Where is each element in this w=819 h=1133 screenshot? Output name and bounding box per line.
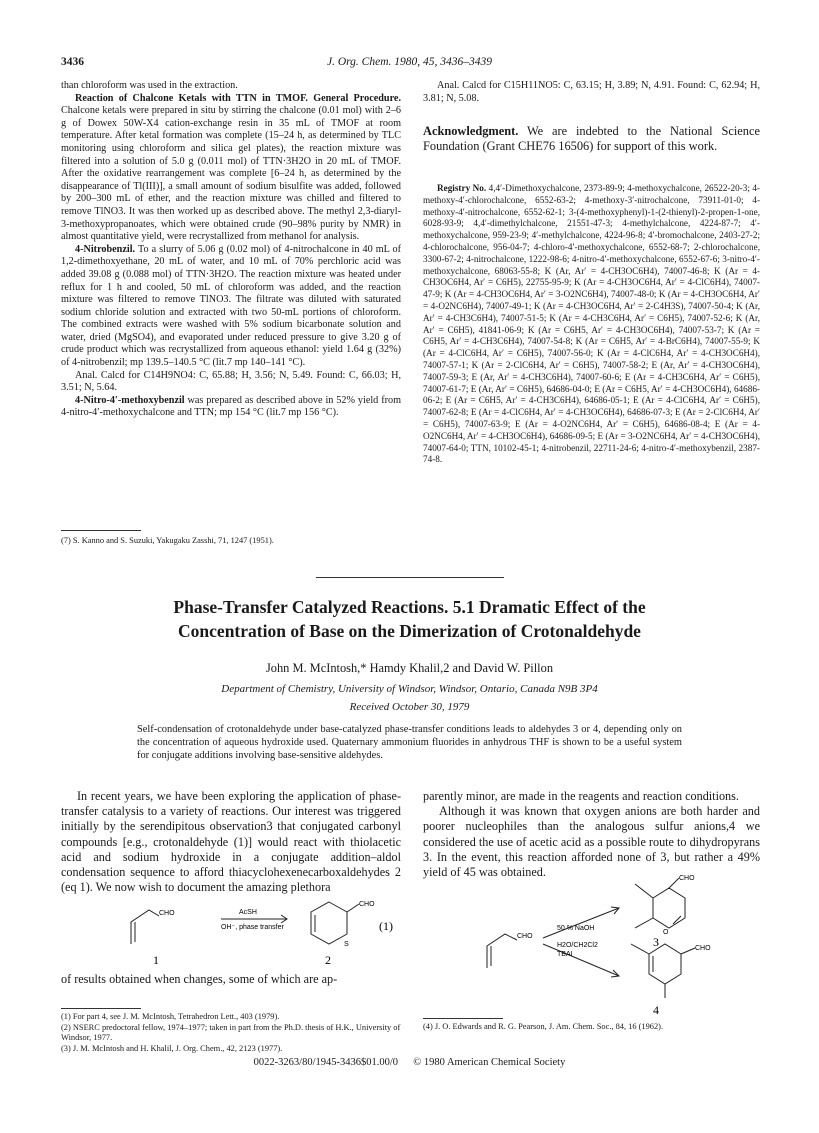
compound-label-1: 1: [153, 953, 159, 967]
oxygen-atom-label: O: [663, 929, 669, 936]
paragraph: Reaction of Chalcone Ketals with TTN in TMOF. General Procedure. Chalcone ketals were prepared in situ by stirring the chalcone (0.01 mol) with 2–6 g of Dowex 50W-X4 cation-exchange resin in 35 mL of TMOF at room temperature. After ketal formation was complete (15–24 h, as determined by TLC monitoring using chloroform and silica gel plates), the reaction mixture was filtered into a solution of 5.0 g (0.011 mol) of TTN·3H2O in 20 mL of TMOF. After the oxidative rearrangement was complete [6–24 h, as determined by the disappearance of Tl(III)], a small amount of sodium bisulfite was added, followed by 200–300 mL of ether, and the reaction mixture was chilled and filtered to remove TlNO3. It was then worked up as described above. The methyl 2,3-diaryl-3-methoxypropanoates, which were obtained crude (90–98% purity by NMR) in almost quantitative yield, were recrystallized from methanol for analysis.: [61, 92, 401, 243]
sulfur-atom-label: S: [344, 941, 349, 948]
footnote: (3) J. M. McIntosh and H. Khalil, J. Org. Chem., 42, 2123 (1977).: [61, 1043, 283, 1053]
footnote-right: (4) J. O. Edwards and R. G. Pearson, J. Am. Chem. Soc., 84, 16 (1962).: [423, 1022, 664, 1031]
cho-label: CHO: [159, 910, 175, 917]
page-footer: [0, 1057, 819, 1068]
page-number: 3436: [61, 56, 84, 68]
paragraph: Although it was known that oxygen anions are both harder and poorer nucleophiles than the analogous sulfur anions,4 we considered the use of acetic acid as a possible route to dihydropyrans 3. In the event, this reaction afforded none of 3, but rather a 49% yield of 45 was obtained.: [423, 804, 760, 880]
reaction-arrow-upper: [543, 908, 619, 938]
paragraph: 4-Nitrobenzil. To a slurry of 5.06 g (0.02 mol) of 4-nitrochalcone in 40 mL of 1,2-dimethoxyethane, 20 mL of water, and 10 mL of 70% perchloric acid was added 39.08 g (0.088 mol) of TTN·3H2O. The reaction mixture was heated under reflux for 1 h and cooled, 50 mL of chloroform was added, and the reaction mixture was filtered to remove TlNO3. The filtrate was diluted with saturated sodium chloride solution and extracted with two 50-mL portions of chloroform. The combined extracts were washed with 5% sodium bicarbonate solution and water, dried (MgSO4), and evaporated under reduced pressure to give 3.20 g of crude product which was recrystallized from aqueous ethanol: yield 1.64 g (32%) of 4-nitrobenzil; mp 139.5–140.5 °C (lit.7 mp 140–141 °C).: [61, 243, 401, 369]
affiliation: Department of Chemistry, University of Windsor, Windsor, Ontario, Canada N9B 3P4: [221, 683, 598, 695]
reagent-bottom: OH⁻, phase transfer: [221, 924, 284, 931]
article-title-line-2: Concentration of Base on the Dimerization of Crotonaldehyde: [178, 621, 641, 641]
condition-middle: H2O/CH2Cl2: [557, 942, 598, 949]
scheme-1: [61, 892, 401, 972]
footnote: (1) For part 4, see J. M. McIntosh, Tetrahedron Lett., 403 (1979).: [61, 1012, 280, 1021]
paragraph: than chloroform was used in the extraction.: [61, 80, 238, 91]
body-right: [423, 789, 760, 880]
paragraph: Anal. Calcd for C15H11NO5: C, 63.15; H, 3.89; N, 4.91. Found: C, 62.94; H, 3.81; N, 5.08.: [423, 80, 760, 104]
body-left-continued: of results obtained when changes, some of which are ap-: [61, 972, 338, 986]
cho-label: CHO: [695, 945, 711, 952]
article-divider: [316, 577, 504, 578]
footnote: (2) NSERC predoctoral fellow, 1974–1977; taken in part from the Ph.D. thesis of H.K., University of Windsor, 1977.: [61, 1022, 401, 1043]
received-date: Received October 30, 1979: [349, 701, 470, 713]
dihydropyran-ring: [653, 888, 685, 928]
left-column: [61, 80, 401, 420]
reagent-top: AcSH: [239, 909, 257, 916]
footnote: (7) S. Kanno and S. Suzuki, Yakugaku Zasshi, 71, 1247 (1951).: [61, 536, 274, 545]
compound-label-2: 2: [325, 953, 331, 967]
section-heading: 4-Nitrobenzil.: [75, 243, 136, 255]
body-left: [61, 789, 401, 895]
copyright: © 1980 American Chemical Society: [413, 1057, 566, 1068]
paragraph: parently minor, are made in the reagents and reaction conditions.: [423, 789, 739, 803]
right-column-anal: [423, 80, 760, 105]
abstract: Self-condensation of crotonaldehyde under base-catalyzed phase-transfer conditions leads to aldehydes 3 or 4, depending only on the concentration of aqueous hydroxide used. Quaternary ammonium fluorides in anhydrous THF is shown to be a useful system for conjugate additions involving base-sensitive aldehydes.: [137, 724, 682, 761]
cho-label: CHO: [359, 901, 375, 908]
cho-label: CHO: [679, 875, 695, 882]
equation-number: (1): [379, 919, 393, 933]
article-title-line-1: Phase-Transfer Catalyzed Reactions. 5.1 Dramatic Effect of the: [173, 597, 646, 617]
paragraph: 4-Nitro-4′-methoxybenzil was prepared as described above in 52% yield from 4-nitro-4′-methoxychalcone and TTN; mp 154 °C (lit.7 mp 156 °C).: [61, 394, 401, 419]
acknowledgment: Acknowledgment. We are indebted to the National Science Foundation (Grant CHE76 16506) for support of this work.: [423, 124, 760, 154]
condition-bottom: TBAI: [557, 951, 573, 958]
registry-numbers: Registry No. 4,4′-Dimethoxychalcone, 2373-89-9; 4-methoxychalcone, 26522-20-3; 4-methoxy-4′-chlorochalcone, 6552-63-2; 4-methoxy-3′-nitrochalcone, 73911-01-0; 4-methoxy-4′-nitrochalcone, 6552-62-1; 3-(4-methoxyphenyl)-1-(2-thienyl)-2-propen-1-one, 6028-93-9; 4,4′-dimethylchalcone, 21551-47-3; 4-methylchalcone, 4224-87-7; 4′-methoxychalcone, 959-23-9; 4′-methylchalcone, 4224-96-8; 4′-bromochalcone, 2403-27-2; 4-chlorochalcone, 956-04-7; 4-chloro-4′-methoxychalcone, 6552-68-7; 2-chlorochalcone, 3300-67-2; 4-nitrochalcone, 1222-98-6; 4-nitro-4′-methoxychalcone, 6552-67-6; 3-nitro-4′-methoxychalcone, 68063-55-8; K (Ar, Ar′ = 4-CH3OC6H4), 74007-46-8; K (Ar = 4-CH3OC6H4, Ar′ = C6H5), 22755-95-9; K (Ar = 4-CH3OC6H4, Ar′ = 4-ClC6H4), 74007-47-9; K (Ar = 4-CH3OC6H4, Ar′ = 3-O2NC6H4), 74007-48-0; K (Ar = 4-CH3OC6H4, Ar′ = 4-O2NC6H4), 74007-49-1; K (Ar = 4-CH3OC6H4, Ar′ = 2-C4H3S), 74007-50-4; K (Ar, Ar′ = 4-CH3C6H4), 74007-51-5; K (Ar = 4-CH3C6H4, Ar′ = C6H5), 74007-52-6; K (Ar, Ar′ = C6H5), 41841-06-9; K (Ar = C6H5, Ar′ = 4-CH3OC6H4), 74007-53-7; K (Ar = C6H5, Ar′ = 4-CH3C6H4), 74007-54-8; K (Ar = C6H5, Ar′ = 4-BrC6H4), 74007-55-9; K (Ar = 4-ClC6H4, Ar′ = C6H5), 74007-56-0; K (Ar = 4-ClC6H4, Ar′ = 4-CH3OC6H4), 74007-57-1; K (Ar = 2-ClC6H4, Ar′ = C6H5), 74007-58-2; E (Ar, Ar′ = 4-CH3OC6H4), 74007-59-3; E (Ar, Ar′ = 4-CH3C6H4), 74007-60-6; E (Ar = 4-CH3C6H4, Ar′ = C6H5), 74007-61-7; E (Ar, Ar′ = C6H5), 64686-04-0; E (Ar = C6H5, Ar′ = 4-CH3OC6H4), 64686-06-2; E (Ar = C6H5, Ar′ = 4-CH3C6H4), 64686-05-1; E (Ar = 4-ClC6H4, Ar′ = C6H5), 74007-62-8; E (Ar = 4-ClC6H4, Ar′ = 4-CH3OC6H4), 64686-07-3; E (Ar = 2-ClC6H4, Ar′ = C6H5), 74007-63-9; E (Ar = 4-O2NC6H4, Ar′ = C6H5), 64686-08-4; E (Ar = 4-O2NC6H4, Ar′ = 4-CH3OC6H4), 64686-09-5; E (Ar = 3-O2NC6H4, Ar′ = 4-CH3OC6H4), 74007-64-0; TTN, 10102-45-1; 4-nitrobenzil, 22711-24-6; 4-nitro-4′-methoxybenzil, 2387-74-8.: [423, 183, 760, 465]
footnote-rule: [423, 1018, 503, 1019]
footnotes-left: [61, 1012, 401, 1054]
registry-heading: Registry No.: [437, 183, 487, 193]
scheme-2: [423, 868, 760, 1018]
journal-header: J. Org. Chem. 1980, 45, 3436–3439: [326, 56, 493, 68]
condition-top: 50 % NaOH: [557, 925, 595, 932]
paragraph: In recent years, we have been exploring the application of phase-transfer catalysis to a variety of reactions. Our interest was triggered initially by the serendipitous observation3 that conjugated carbonyl compounds [e.g., crotonaldehyde (1)] would react with thiolacetic acid and sodium hydroxide in a conjugate addition–aldol condensation sequence to afford thiacyclohexenecarboxaldehydes 2 (eq 1). We now wish to document the amazing plethora: [61, 789, 401, 895]
ack-heading: Acknowledgment.: [423, 124, 519, 138]
cho-label: CHO: [517, 933, 533, 940]
paragraph: Anal. Calcd for C14H9NO4: C, 65.88; H, 3.56; N, 5.49. Found: C, 66.03; H, 3.51; N, 5.64.: [61, 369, 401, 394]
compound-label-3: 3: [653, 935, 659, 949]
footnote-rule: [61, 530, 141, 531]
authors: John M. McIntosh,* Hamdy Khalil,2 and David W. Pillon: [265, 661, 554, 675]
section-heading: Reaction of Chalcone Ketals with TTN in TMOF. General Procedure.: [75, 92, 401, 104]
section-heading: 4-Nitro-4′-methoxybenzil: [75, 394, 185, 406]
issn-code: 0022-3263/80/1945-3436$01.00/0: [253, 1057, 399, 1068]
footnote-rule: [61, 1008, 141, 1009]
cyclohexene-ring: [649, 944, 681, 984]
thiacyclohexene-ring: [311, 902, 347, 944]
compound-label-4: 4: [653, 1003, 659, 1017]
